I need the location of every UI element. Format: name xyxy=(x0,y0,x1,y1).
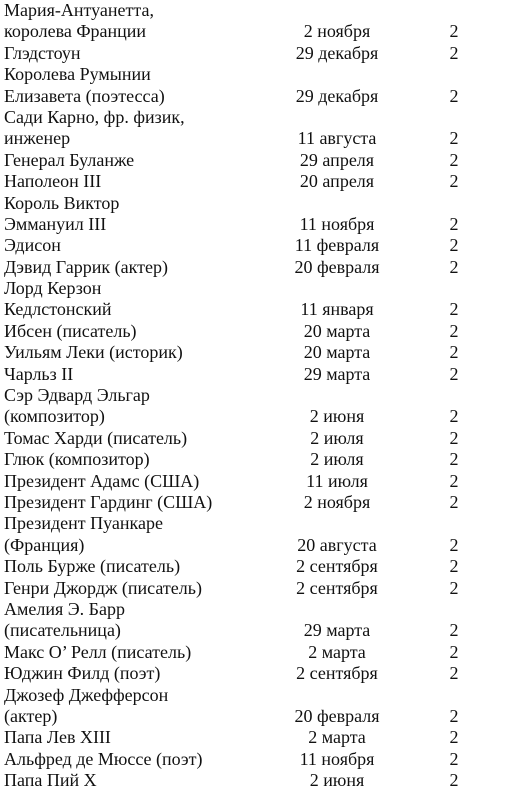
date-cell: 2 марта xyxy=(308,641,366,662)
person-name: Лорд Керзон xyxy=(4,278,102,299)
date-cell: 2 ноября xyxy=(303,21,371,42)
row-line xyxy=(0,706,515,727)
count-cell: 2 xyxy=(449,427,459,448)
row-line xyxy=(0,21,515,42)
person-name: (Франция) xyxy=(4,534,85,555)
date-cell: 2 марта xyxy=(308,727,366,748)
row-line xyxy=(0,278,515,299)
table-row xyxy=(0,321,515,342)
person-name: королева Франции xyxy=(4,21,147,42)
row-line xyxy=(0,535,515,556)
date-cell: 29 апреля xyxy=(299,149,375,170)
person-name: Генерал Буланже xyxy=(4,149,135,170)
person-name: Ибсен (писатель) xyxy=(4,320,137,341)
table-row xyxy=(0,727,515,748)
count-cell: 2 xyxy=(449,342,459,363)
row-line xyxy=(0,749,515,770)
date-cell: 29 декабря xyxy=(295,42,379,63)
date-cell: 2 июня xyxy=(309,770,365,791)
row-line xyxy=(0,663,515,684)
count-cell: 2 xyxy=(449,449,459,470)
count-cell: 2 xyxy=(449,85,459,106)
person-name: Эммануил III xyxy=(4,213,107,234)
person-name: Эдисон xyxy=(4,235,61,256)
row-line xyxy=(0,86,515,107)
count-cell: 2 xyxy=(449,21,459,42)
row-line xyxy=(0,342,515,363)
table-row xyxy=(0,685,515,728)
count-cell: 2 xyxy=(449,663,459,684)
table-row xyxy=(0,749,515,770)
row-line xyxy=(0,556,515,577)
row-line xyxy=(0,599,515,620)
table-row xyxy=(0,556,515,577)
table-row xyxy=(0,342,515,363)
person-name: Глюк (композитор) xyxy=(4,449,150,470)
person-name: Королева Румынии xyxy=(4,64,151,85)
person-name: Король Виктор xyxy=(4,192,120,213)
table-row xyxy=(0,171,515,192)
date-cell: 2 сентября xyxy=(296,556,378,577)
person-name: Глэдстоун xyxy=(4,42,81,63)
person-name: Кедлстонский xyxy=(4,299,112,320)
row-line xyxy=(0,727,515,748)
row-line xyxy=(0,171,515,192)
table-row xyxy=(0,663,515,684)
person-name: Альфред де Мюссе (поэт) xyxy=(4,748,203,769)
date-cell: 20 апреля xyxy=(299,171,375,192)
count-cell: 2 xyxy=(449,641,459,662)
table-row xyxy=(0,449,515,470)
row-line xyxy=(0,642,515,663)
row-line xyxy=(0,428,515,449)
date-cell: 2 июня xyxy=(309,406,365,427)
row-line xyxy=(0,43,515,64)
row-line xyxy=(0,513,515,534)
row-line xyxy=(0,385,515,406)
date-cell: 11 ноября xyxy=(299,748,375,769)
date-cell: 11 января xyxy=(300,299,374,320)
row-line xyxy=(0,364,515,385)
table-row xyxy=(0,428,515,449)
person-name: Генри Джордж (писатель) xyxy=(4,577,202,598)
count-cell: 2 xyxy=(449,128,459,149)
date-cell: 20 марта xyxy=(303,320,371,341)
count-cell: 2 xyxy=(449,42,459,63)
date-cell: 20 марта xyxy=(303,342,371,363)
person-name: Папа Пий X xyxy=(4,770,97,791)
table-row xyxy=(0,43,515,64)
table-row xyxy=(0,235,515,256)
row-line xyxy=(0,770,515,791)
table-row xyxy=(0,578,515,599)
table-row xyxy=(0,278,515,321)
count-cell: 2 xyxy=(449,577,459,598)
row-line xyxy=(0,150,515,171)
count-cell: 2 xyxy=(449,256,459,277)
date-cell: 2 июля xyxy=(310,449,364,470)
date-cell: 2 ноября xyxy=(303,491,371,512)
count-cell: 2 xyxy=(449,149,459,170)
table-row xyxy=(0,257,515,278)
table-row xyxy=(0,471,515,492)
date-cell: 11 августа xyxy=(297,128,377,149)
person-name: Президент Гардинг (США) xyxy=(4,491,213,512)
person-name: Дэвид Гаррик (актер) xyxy=(4,256,168,277)
person-name: Поль Бурже (писатель) xyxy=(4,556,181,577)
row-line xyxy=(0,620,515,641)
count-cell: 2 xyxy=(449,770,459,791)
count-cell: 2 xyxy=(449,727,459,748)
count-cell: 2 xyxy=(449,470,459,491)
date-cell: 29 марта xyxy=(303,620,371,641)
person-name: Уильям Леки (историк) xyxy=(4,342,183,363)
row-line xyxy=(0,492,515,513)
person-name: Джозеф Джефферсон xyxy=(4,684,169,705)
date-cell: 2 сентября xyxy=(296,577,378,598)
date-cell: 2 июля xyxy=(310,427,364,448)
row-line xyxy=(0,107,515,128)
date-cell: 29 декабря xyxy=(295,85,379,106)
table-row xyxy=(0,150,515,171)
date-cell: 11 июля xyxy=(306,470,368,491)
count-cell: 2 xyxy=(449,235,459,256)
count-cell: 2 xyxy=(449,406,459,427)
date-cell: 20 февраля xyxy=(294,256,380,277)
person-name: (писательница) xyxy=(4,620,121,641)
row-line xyxy=(0,321,515,342)
row-line xyxy=(0,235,515,256)
count-cell: 2 xyxy=(449,320,459,341)
person-name: Президент Адамс (США) xyxy=(4,470,200,491)
person-name: инженер xyxy=(4,128,71,149)
table-row xyxy=(0,385,515,428)
row-line xyxy=(0,214,515,235)
table-row xyxy=(0,492,515,513)
count-cell: 2 xyxy=(449,748,459,769)
count-cell: 2 xyxy=(449,299,459,320)
person-name: Мария-Антуанетта, xyxy=(4,0,154,20)
person-name: (композитор) xyxy=(4,406,105,427)
person-name: Чарльз II xyxy=(4,363,74,384)
date-cell: 11 февраля xyxy=(294,235,380,256)
person-name: Наполеон III xyxy=(4,171,102,192)
person-name: Амелия Э. Барр xyxy=(4,598,125,619)
table-row xyxy=(0,0,515,43)
row-line xyxy=(0,299,515,320)
person-name: Томас Харди (писатель) xyxy=(4,427,188,448)
row-line xyxy=(0,471,515,492)
table-row xyxy=(0,513,515,556)
person-name: Елизавета (поэтесса) xyxy=(4,85,165,106)
row-line xyxy=(0,64,515,85)
count-cell: 2 xyxy=(449,556,459,577)
row-line xyxy=(0,578,515,599)
row-line xyxy=(0,257,515,278)
table-row xyxy=(0,642,515,663)
person-name: (актер) xyxy=(4,705,58,726)
date-cell: 20 августа xyxy=(297,534,377,555)
count-cell: 2 xyxy=(449,534,459,555)
count-cell: 2 xyxy=(449,363,459,384)
row-line xyxy=(0,0,515,21)
person-name: Сэр Эдвард Эльгар xyxy=(4,385,150,406)
date-cell: 2 сентября xyxy=(296,663,378,684)
person-name: Президент Пуанкаре xyxy=(4,513,163,534)
row-line xyxy=(0,685,515,706)
date-cell: 20 февраля xyxy=(294,705,380,726)
table-row xyxy=(0,364,515,385)
person-name: Юджин Филд (поэт) xyxy=(4,663,161,684)
row-line xyxy=(0,449,515,470)
table-row xyxy=(0,193,515,236)
table-row xyxy=(0,770,515,791)
count-cell: 2 xyxy=(449,491,459,512)
count-cell: 2 xyxy=(449,213,459,234)
person-name: Сади Карно, фр. физик, xyxy=(4,106,185,127)
row-line xyxy=(0,406,515,427)
table-row xyxy=(0,107,515,150)
table-row xyxy=(0,599,515,642)
person-name: Макс О’ Релл (писатель) xyxy=(4,641,192,662)
row-line xyxy=(0,193,515,214)
count-cell: 2 xyxy=(449,620,459,641)
person-name: Папа Лев XIII xyxy=(4,727,111,748)
row-line xyxy=(0,128,515,149)
count-cell: 2 xyxy=(449,705,459,726)
count-cell: 2 xyxy=(449,171,459,192)
table-row xyxy=(0,64,515,107)
date-cell: 29 марта xyxy=(303,363,371,384)
date-cell: 11 ноября xyxy=(299,213,375,234)
